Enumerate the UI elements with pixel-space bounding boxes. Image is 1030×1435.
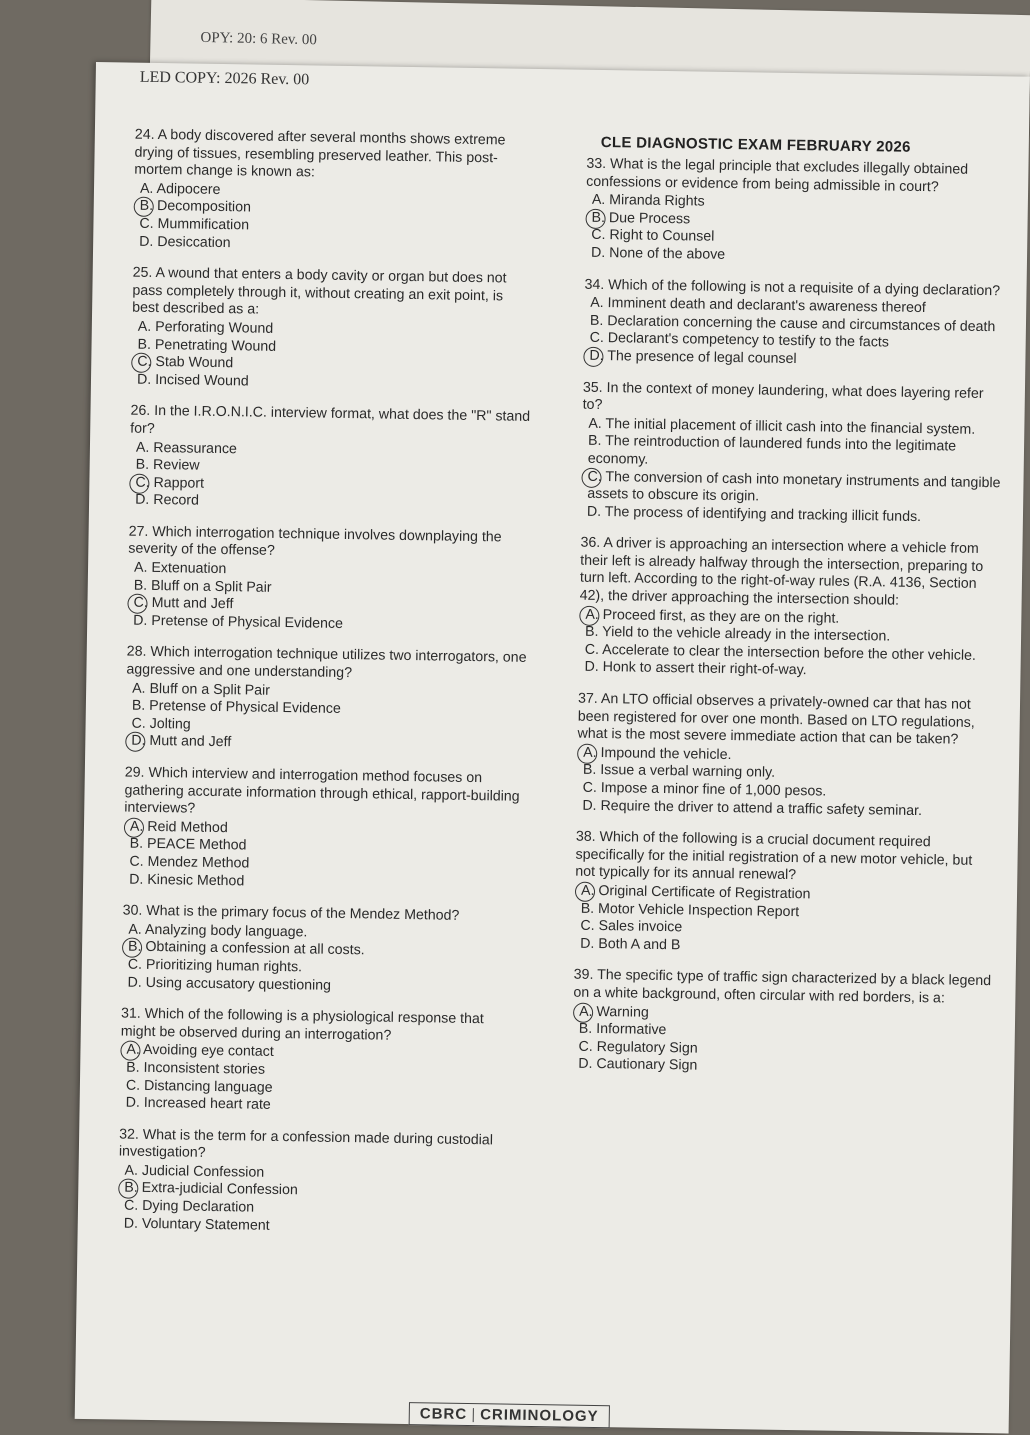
- answer-option-circled: A. Proceed first, as they are on the right.: [579, 606, 999, 630]
- footer-brand: [409, 1402, 610, 1428]
- answer-option: C. Prioritizing human rights.: [127, 956, 303, 976]
- question-item: [585, 156, 1007, 269]
- question-stem: 39. The specific type of traffic sign characterized by a black legend on a white background, often circular with red borders, is a:: [573, 966, 992, 1007]
- answer-option: A. Analyzing body language.: [128, 921, 308, 941]
- answer-option: C. Declarant's competency to testify to the facts: [589, 330, 890, 351]
- answer-option: C. Right to Counsel: [591, 227, 715, 246]
- answer-option-circled: B. Due Process: [585, 209, 1005, 233]
- question-item: [118, 1126, 520, 1239]
- answer-option: D. Pretense of Physical Evidence: [133, 612, 344, 632]
- answer-option: D. The process of identifying and tracking illicit funds.: [586, 503, 922, 525]
- answer-option: C. Distancing language: [125, 1077, 273, 1096]
- question-item: [583, 276, 1004, 372]
- answer-option-circled: A. Original Certificate of Registration: [575, 883, 995, 907]
- back-sheet-header: OPY: 20: 6 Rev. 00: [200, 29, 318, 49]
- answer-option: A. Perforating Wound: [137, 318, 274, 337]
- answer-option: A. Bluff on a Split Pair: [132, 680, 271, 699]
- answer-option: A. Imminent death and declarant's awareness thereof: [590, 294, 926, 317]
- question-item: [129, 403, 531, 516]
- question-stem: 34. Which of the following is not a requisite of a dying declaration?: [584, 276, 1001, 299]
- answer-option-circled: A. Avoiding eye contact: [120, 1042, 520, 1066]
- answer-option: D. Cautionary Sign: [578, 1056, 698, 1074]
- answer-option: C. Dying Declaration: [123, 1197, 255, 1216]
- question-stem: 38. Which of the following is a crucial document required specifically for the initial registration of a new motor vehicle, but not typically for its annual renewal?: [575, 828, 973, 884]
- answer-option: D. Voluntary Statement: [123, 1215, 270, 1234]
- question-stem: 28. Which interrogation technique utilizes two interrogators, one aggressive and one understanding?: [126, 643, 527, 682]
- question-stem: 27. Which interrogation technique involves downplaying the severity of the offense?: [128, 523, 502, 560]
- footer-brand-left: CBRC: [419, 1405, 468, 1423]
- answer-option-circled: C. Rapport: [129, 474, 529, 498]
- answer-option: D. Require the driver to attend a traffic safety seminar.: [582, 797, 923, 819]
- answer-option-circled: D. The presence of legal counsel: [583, 348, 1003, 372]
- question-item: [121, 903, 522, 998]
- left-column: [117, 127, 535, 1253]
- answer-option: B. Informative: [578, 1020, 667, 1039]
- answer-option-circled: B. Obtaining a confession at all costs.: [122, 939, 522, 963]
- question-item: [574, 829, 996, 960]
- question-stem: 25. A wound that enters a body cavity or organ but does not pass completely through it, without creating an exit point, is best described as a:: [132, 264, 507, 318]
- answer-option-circled: C. Mutt and Jeff: [127, 595, 527, 619]
- question-item: [578, 535, 1000, 683]
- answer-option: D. Desiccation: [139, 233, 231, 251]
- question-stem: 35. In the context of money laundering, what does layering refer to?: [582, 379, 984, 414]
- answer-option-circled: C. The conversion of cash into monetary instruments and tangible assets to obscure its origin.: [581, 468, 1002, 510]
- controlled-copy-label: LED COPY: 2026 Rev. 00: [139, 68, 310, 89]
- answer-option: D. Record: [135, 491, 200, 509]
- question-item: [120, 1006, 522, 1119]
- answer-option: B. PEACE Method: [129, 836, 247, 854]
- answer-option: B. Issue a verbal warning only.: [582, 762, 776, 782]
- answer-option-circled: B. Extra-judicial Confession: [118, 1180, 518, 1204]
- question-stem: 33. What is the legal principle that excludes illegally obtained confessions or evidence from being admissible in court?: [586, 155, 969, 195]
- answer-option: B. Pretense of Physical Evidence: [131, 697, 341, 718]
- answer-option: A. Extenuation: [133, 559, 227, 578]
- exam-title: CLE DIAGNOSTIC EXAM FEBRUARY 2026: [600, 133, 911, 156]
- question-item: [131, 265, 533, 395]
- answer-option: C. Mummification: [139, 215, 250, 234]
- answer-option: A. Miranda Rights: [591, 191, 705, 210]
- question-item: [576, 691, 998, 822]
- answer-option-circled: A. Warning: [573, 1003, 993, 1027]
- question-stem: 24. A body discovered after several months shows extreme drying of tissues, resembling preserved leather. This post-mortem change is known as:: [134, 126, 506, 181]
- answer-option: C. Sales invoice: [580, 917, 683, 936]
- answer-option: B. The reintroduction of laundered funds into the legitimate economy.: [587, 433, 957, 468]
- answer-option-circled: D. Mutt and Jeff: [125, 733, 525, 757]
- answer-option: D. Honk to assert their right-of-way.: [584, 659, 807, 679]
- answer-option-circled: B. Decomposition: [134, 198, 534, 222]
- answer-option: C. Mendez Method: [129, 853, 250, 872]
- answer-option: D. Using accusatory questioning: [127, 974, 332, 994]
- answer-option: D. None of the above: [590, 244, 726, 263]
- answer-option-circled: C. Stab Wound: [131, 354, 531, 378]
- question-item: [123, 765, 525, 895]
- answer-option: D. Both A and B: [580, 935, 681, 954]
- footer-divider: [473, 1408, 474, 1422]
- answer-option: B. Declaration concerning the cause and circumstances of death: [589, 312, 996, 335]
- answer-option: A. Adipocere: [139, 180, 221, 198]
- answer-option-circled: A. Reid Method: [124, 818, 524, 842]
- answer-option: C. Jolting: [131, 715, 191, 733]
- answer-option: B. Penetrating Wound: [137, 336, 277, 355]
- question-stem: 37. An LTO official observes a privately-owned car that has not been registered for over one month. Based on LTO regulations, what is the most severe immediate action that can be taken?: [577, 690, 975, 748]
- answer-option: B. Motor Vehicle Inspection Report: [580, 900, 800, 920]
- answer-option: C. Regulatory Sign: [578, 1038, 698, 1057]
- question-stem: 29. Which interview and interrogation method focuses on gathering accurate information through ethical, rapport-building interviews?: [124, 764, 520, 817]
- question-stem: 26. In the I.R.O.N.I.C. interview format, what does the "R" stand for?: [130, 402, 531, 437]
- answer-option: B. Yield to the vehicle already in the intersection.: [584, 624, 891, 645]
- footer-brand-right: CRIMINOLOGY: [480, 1406, 599, 1426]
- answer-option: A. Reassurance: [135, 439, 238, 457]
- answer-option: C. Impose a minor fine of 1,000 pesos.: [582, 779, 827, 800]
- answer-option: D. Increased heart rate: [125, 1094, 271, 1113]
- answer-option: A. The initial placement of illicit cash into the financial system.: [588, 415, 976, 438]
- answer-option: D. Kinesic Method: [129, 871, 245, 889]
- answer-option: A. Judicial Confession: [124, 1162, 265, 1181]
- question-stem: 36. A driver is approaching an intersection where a vehicle from their left is already halfway through the intersection, preparing to turn left. According to the right-of-way rules (R.A. 4136, Section 42), the driver approaching the intersection should:: [579, 534, 984, 609]
- question-stem: 32. What is the term for a confession made during custodial investigation?: [118, 1126, 494, 1162]
- question-item: [127, 523, 529, 636]
- answer-option-circled: A. Impound the vehicle.: [577, 744, 997, 768]
- answer-option: C. Accelerate to clear the intersection before the other vehicle.: [584, 641, 977, 664]
- answer-option: B. Inconsistent stories: [126, 1059, 266, 1078]
- answer-option: B. Bluff on a Split Pair: [133, 577, 272, 596]
- answer-option: B. Review: [135, 456, 200, 474]
- answer-option: D. Incised Wound: [136, 371, 249, 390]
- exam-sheet: [75, 62, 1030, 1434]
- question-item: [133, 127, 535, 257]
- question-stem: 30. What is the primary focus of the Mendez Method?: [122, 902, 460, 924]
- right-column: [572, 156, 1007, 1094]
- question-item: [581, 379, 1003, 527]
- question-stem: 31. Which of the following is a physiological response that might be observed during an interrogation?: [120, 1005, 484, 1044]
- question-item: [572, 967, 994, 1080]
- question-item: [125, 644, 527, 757]
